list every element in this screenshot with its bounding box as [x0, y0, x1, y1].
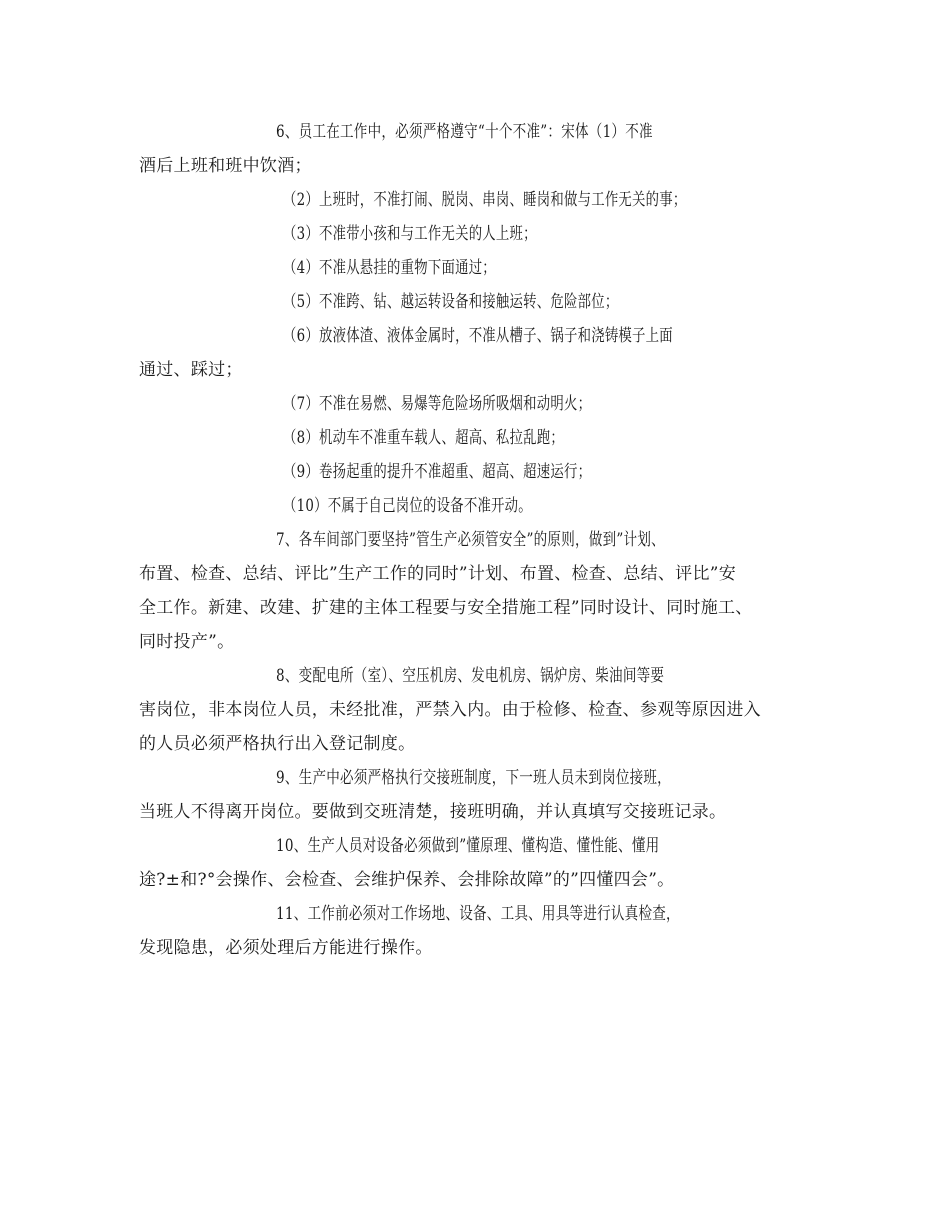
paragraph-10-line-1: 10、生产人员对设备必须做到”懂原理、懂构造、懂性能、懂用 — [276, 836, 660, 856]
rule-item-3: （3）不准带小孩和与工作无关的人上班； — [283, 224, 537, 244]
paragraph-6-line-2: 酒后上班和班中饮酒； — [139, 156, 312, 176]
rule-item-5: （5）不准跨、钻、越运转设备和接触运转、危险部位； — [283, 292, 619, 312]
paragraph-8-line-1: 8、变配电所（室）、空压机房、发电机房、锅炉房、柴油间等要 — [276, 666, 665, 686]
rule-item-6-line-1: （6）放液体渣、液体金属时，不准从槽子、锅子和浇铸模子上面 — [283, 326, 673, 346]
rule-item-4: （4）不准从悬挂的重物下面通过； — [283, 258, 496, 278]
paragraph-6-line-1: 6、员工在工作中，必须严格遵守“十个不准”：宋体（1）不准 — [276, 122, 653, 142]
rule-item-6-line-2: 通过、踩过； — [139, 360, 243, 380]
paragraph-9-line-2: 当班人不得离开岗位。要做到交班清楚，接班明确，并认真填写交接班记录。 — [139, 802, 727, 822]
rule-item-8: （8）机动车不准重车载人、超高、私拉乱跑； — [283, 428, 564, 448]
paragraph-7-line-1: 7、各车间部门要坚持”管生产必须管安全”的原则，做到”计划、 — [276, 530, 665, 550]
rule-item-10: （10）不属于自己岗位的设备不准开动。 — [283, 496, 532, 516]
rule-item-9: （9）卷扬起重的提升不准超重、超高、超速运行； — [283, 462, 592, 482]
paragraph-7-line-2: 布置、检查、总结、评比”生产工作的同时”计划、布置、检查、总结、评比”安 — [139, 564, 736, 584]
paragraph-11-line-2: 发现隐患，必须处理后方能进行操作。 — [139, 938, 433, 958]
paragraph-8-line-3: 的人员必须严格执行出入登记制度。 — [139, 734, 416, 754]
paragraph-10-line-2: 途?±和?°会操作、会检查、会维护保养、会排除故障”的”四懂四会”。 — [139, 870, 675, 890]
paragraph-7-line-4: 同时投产”。 — [139, 632, 235, 652]
paragraph-7-line-3: 全工作。新建、改建、扩建的主体工程要与安全措施工程”同时设计、同时施工、 — [139, 598, 753, 618]
rule-item-7: （7）不准在易燃、易爆等危险场所吸烟和动明火； — [283, 394, 592, 414]
rule-item-2: （2）上班时，不准打闹、脱岗、串岗、睡岗和做与工作无关的事； — [283, 190, 687, 210]
paragraph-9-line-1: 9、生产中必须严格执行交接班制度，下一班人员未到岗位接班， — [276, 768, 671, 788]
paragraph-11-line-1: 11、工作前必须对工作场地、设备、工具、用具等进行认真检查， — [276, 904, 680, 924]
paragraph-8-line-2: 害岗位，非本岗位人员，未经批准，严禁入内。由于检修、检查、参观等原因进入 — [139, 700, 761, 720]
